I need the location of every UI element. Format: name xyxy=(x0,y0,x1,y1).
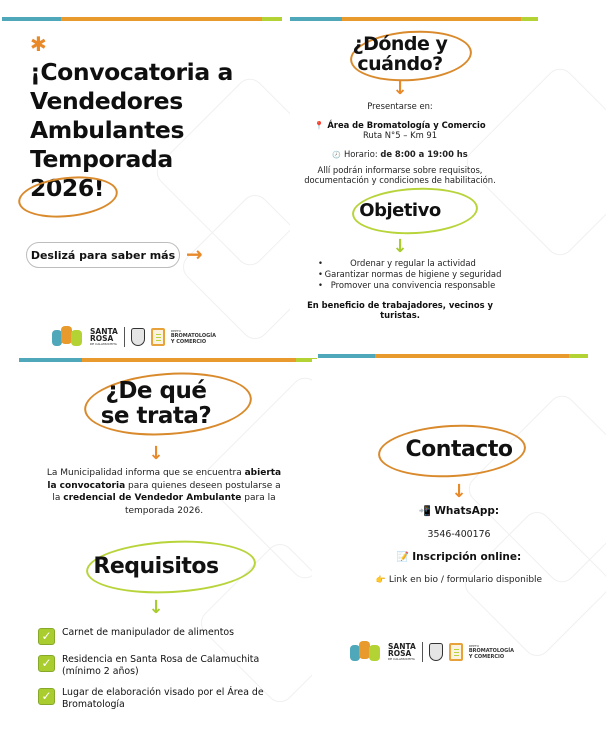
mobile-phone-icon: 📲 xyxy=(418,505,432,517)
requisito-text: Residencia en Santa Rosa de Calamuchita (mínimo 2 años) xyxy=(62,654,260,677)
list-item: • Garantizar normas de higiene y seguridad xyxy=(308,269,518,280)
municipal-crest-icon xyxy=(429,643,443,661)
checkbox-icon: ✓ xyxy=(38,655,55,672)
schedule-line xyxy=(290,149,558,160)
form-link[interactable]: 👉 Link en bio / formulario disponible xyxy=(375,575,543,585)
arrow-down-icon: ↓ xyxy=(148,443,164,464)
logos-footer xyxy=(350,641,514,663)
requisito-text: Lugar de elaboración visado por el Área de Bromatología xyxy=(62,687,264,710)
asterisk-icon: ✱ xyxy=(30,32,47,56)
top-stripe-slide2 xyxy=(290,17,538,21)
arrow-down-icon: ↓ xyxy=(451,481,467,502)
info-text: Allí podrán informarse sobre requisitos, documentación y condiciones de habilitación. xyxy=(304,165,496,185)
top-stripe-slide1 xyxy=(2,17,282,21)
clipboard-icon xyxy=(449,643,463,661)
pointing-hand-icon: 👉 xyxy=(375,575,386,584)
location-line xyxy=(290,120,558,131)
whatsapp-label: 📲 WhatsApp: xyxy=(418,505,500,517)
list-item xyxy=(38,687,308,711)
schedule-label: Horario: xyxy=(343,149,378,159)
list-item: • Ordenar y regular la actividad xyxy=(308,258,518,269)
bromatologia-wordmark: DEPTO BROMATOLOGÍA Y COMERCIO xyxy=(468,643,514,660)
bromatologia-wordmark: DEPTO BROMATOLOGÍA Y COMERCIO xyxy=(170,328,216,345)
logos-footer xyxy=(52,326,216,348)
list-item xyxy=(38,627,308,645)
objetivo-heading: Objetivo xyxy=(359,200,441,221)
list-item: • Promover una convivencia responsable xyxy=(308,280,518,291)
schedule-value: de 8:00 a 19:00 hs xyxy=(380,149,468,159)
arrow-down-icon: ↓ xyxy=(148,597,164,618)
municipal-crest-icon xyxy=(131,328,145,346)
santa-rosa-wordmark: SANTA ROSA DE CALAMUCHITA xyxy=(388,642,416,661)
contacto-heading: Contacto xyxy=(405,437,513,462)
swipe-cta-button[interactable]: Deslizá para saber más xyxy=(26,242,180,268)
beneficio-text: En beneficio de trabajadores, vecinos y turistas. xyxy=(307,300,493,320)
slide-de-que-se-trata xyxy=(0,363,312,750)
inscripcion-label: 📝 Inscripción online: xyxy=(396,551,522,563)
objetivos-list xyxy=(308,258,518,291)
pin-icon: 📍 xyxy=(314,120,325,130)
title-line: ¡Convocatoria a xyxy=(30,58,234,86)
title-line: 2026! xyxy=(30,174,105,202)
slide-convocatoria xyxy=(0,22,290,355)
memo-icon: 📝 xyxy=(396,551,410,563)
top-stripe-slide3 xyxy=(19,358,317,362)
requisito-text: Carnet de manipulador de alimentos xyxy=(62,627,235,638)
presentarse-label: Presentarse en: xyxy=(367,101,433,111)
arrow-down-icon: ↓ xyxy=(392,236,408,257)
clipboard-icon xyxy=(151,328,165,346)
donde-heading: ¿Dónde y cuándo? xyxy=(352,33,448,75)
title-line: Temporada xyxy=(30,145,173,173)
route-text: Ruta N°5 – Km 91 xyxy=(362,130,438,140)
checkbox-icon: ✓ xyxy=(38,688,55,705)
santa-rosa-logo-icon xyxy=(52,326,84,348)
list-item xyxy=(38,654,308,678)
requisitos-list xyxy=(38,627,308,720)
top-stripe-slide4 xyxy=(318,354,588,358)
checkbox-icon: ✓ xyxy=(38,628,55,645)
santa-rosa-logo-icon xyxy=(350,641,382,663)
slide-donde-cuando xyxy=(290,22,606,352)
slide-contacto xyxy=(312,359,606,750)
location-name: Área de Bromatología y Comercio xyxy=(327,120,486,130)
logo-divider xyxy=(124,327,125,347)
arrow-right-icon: → xyxy=(186,242,203,266)
arrow-down-icon: ↓ xyxy=(392,78,408,99)
clock-icon: 🕗 xyxy=(332,150,341,159)
title-line: Vendedores xyxy=(30,87,183,115)
whatsapp-number[interactable]: 3546-400176 xyxy=(427,529,491,540)
description-text: La Municipalidad informa que se encuentra abierta la convocatoria para quienes deseen postularse a la credencial de Vendedor Ambulante para la temporada 2026. xyxy=(46,468,282,516)
logo-divider xyxy=(422,642,423,662)
santa-rosa-wordmark: SANTA ROSA DE CALAMUCHITA xyxy=(90,327,118,346)
title-line: Ambulantes xyxy=(30,116,185,144)
requisitos-heading: Requisitos xyxy=(93,554,219,579)
de-que-heading: ¿De qué se trata? xyxy=(100,378,212,429)
